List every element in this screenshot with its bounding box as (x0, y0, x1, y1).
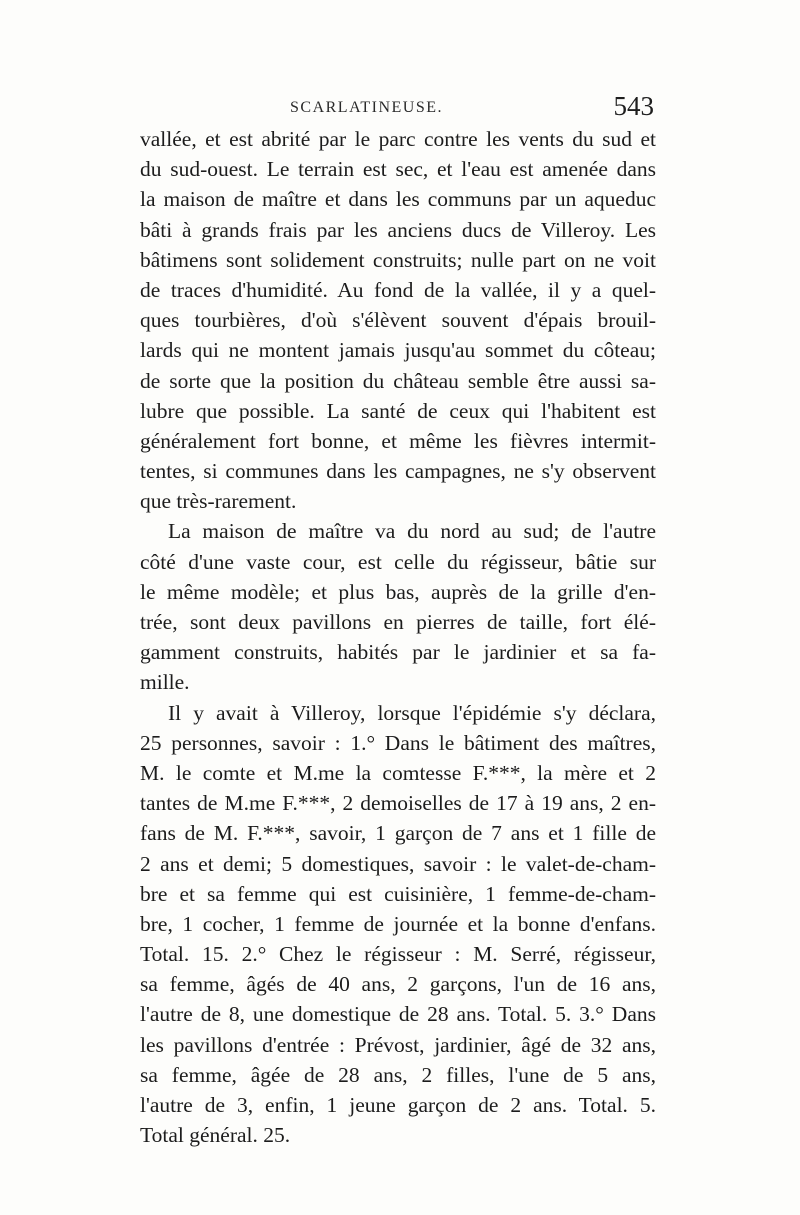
text-line: Total. 15. 2.° Chez le régisseur : M. Serré, régisseur, (140, 942, 656, 967)
text-line: tantes de M.me F.***, 2 demoiselles de 17 à 19 ans, 2 en- (140, 791, 656, 816)
text-line: bre et sa femme qui est cuisinière, 1 femme-de-cham- (140, 881, 656, 906)
text-line: bre, 1 cocher, 1 femme de journée et la bonne d'enfans. (140, 911, 656, 936)
text-line: lubre que possible. La santé de ceux qui l'habitent est (140, 398, 656, 423)
text-line: du sud-ouest. Le terrain est sec, et l'eau est amenée dans (140, 157, 656, 182)
text-line: vallée, et est abrité par le parc contre les vents du sud et (140, 127, 656, 151)
text-line: les pavillons d'entrée : Prévost, jardinier, âgé de 32 ans, (140, 1032, 656, 1057)
text-line: 25 personnes, savoir : 1.° Dans le bâtiment des maîtres, (140, 730, 656, 755)
text-line: bâtimens sont solidement construits; nulle part on ne voit (140, 247, 656, 272)
text-line: le même modèle; et plus bas, auprès de la grille d'en- (140, 579, 656, 604)
text-line: ques tourbières, d'où s'élèvent souvent d'épais brouil- (140, 308, 656, 333)
text-line: l'autre de 8, une domestique de 28 ans. Total. 5. 3.° Dans (140, 1002, 656, 1027)
paragraph (140, 698, 656, 1151)
body-text (140, 124, 656, 1150)
text-line: côté d'une vaste cour, est celle du régisseur, bâtie sur (140, 549, 656, 574)
text-line: trée, sont deux pavillons en pierres de taille, fort élé- (140, 610, 656, 634)
text-line: Il y avait à Villeroy, lorsque l'épidémie s'y déclara, (168, 700, 656, 725)
text-line: La maison de maître va du nord au sud; de l'autre (168, 519, 656, 544)
text-line: 2 ans et demi; 5 domestiques, savoir : le valet-de-cham- (140, 851, 656, 876)
running-head: SCARLATINEUSE. (290, 99, 444, 116)
text-line: mille. (140, 670, 190, 695)
text-line: que très-rarement. (140, 489, 297, 514)
text-line: sa femme, âgés de 40 ans, 2 garçons, l'un de 16 ans, (140, 972, 656, 997)
text-line: gamment construits, habités par le jardinier et sa fa- (140, 640, 656, 665)
text-line: Total général. 25. (140, 1123, 291, 1148)
text-line: bâti à grands frais par les anciens ducs de Villeroy. Les (140, 217, 656, 242)
text-line: M. le comte et M.me la comtesse F.***, la mère et 2 (140, 760, 656, 785)
text-line: de sorte que la position du château semble être aussi sa- (140, 368, 656, 393)
text-line: fans de M. F.***, savoir, 1 garçon de 7 ans et 1 fille de (140, 821, 656, 846)
page-number: 543 (613, 91, 654, 121)
text-line: l'autre de 3, enfin, 1 jeune garçon de 2 ans. Total. 5. (140, 1093, 656, 1117)
text-line: lards qui ne montent jamais jusqu'au sommet du côteau; (140, 338, 656, 363)
paragraph (140, 516, 656, 697)
paragraph (140, 124, 656, 516)
text-line: la maison de maître et dans les communs par un aqueduc (140, 187, 656, 212)
text-line: sa femme, âgée de 28 ans, 2 filles, l'une de 5 ans, (140, 1062, 656, 1087)
text-line: tentes, si communes dans les campagnes, ne s'y observent (140, 459, 656, 484)
text-line: généralement fort bonne, et même les fièvres intermit- (140, 428, 656, 453)
text-line: de traces d'humidité. Au fond de la vallée, il y a quel- (140, 277, 656, 302)
